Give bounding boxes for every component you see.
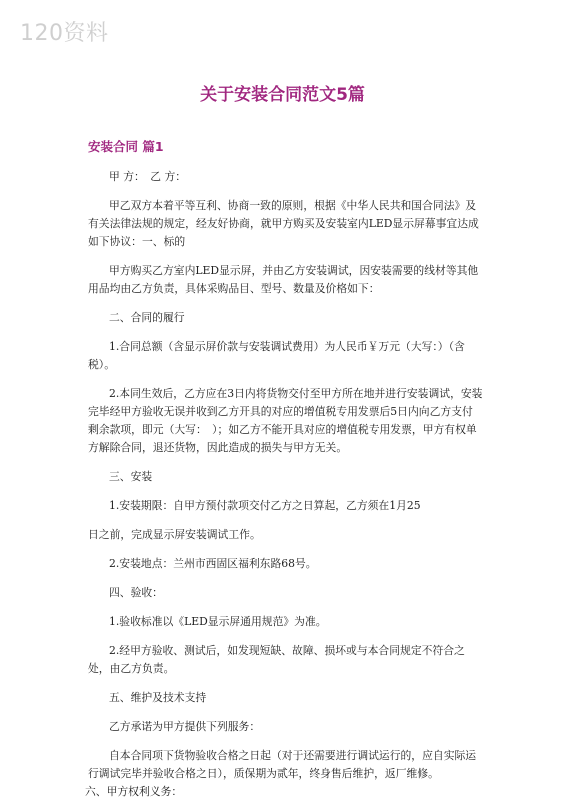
heading-maintenance: 五、维护及技术支持 <box>109 691 207 704</box>
paragraph-payment: 2.本同生效后，乙方应在3日内将货物交付至甲方所在地并进行安装调试，安装完毕经甲方验收无误并收到乙方开具的对应的增值税专用发票后5日内向乙方支付剩余款项，即元（大写： ）；如乙方不能开具对应的增值税专用发票，甲方有权单方解除合同，退还货物，因此造成的损失与甲方无关。 <box>88 387 483 454</box>
paragraph-subject: 甲方购买乙方室内LED显示屏，并由乙方安装调试，因安装需要的线材等其他用品均由乙方负责，具体采购品目、型号、数量及价格如下： <box>88 264 479 295</box>
paragraph-install-period: 1.安装期限：自甲方预付款项交付乙方之日算起，乙方须在1月25 <box>109 499 421 512</box>
heading-performance: 二、合同的履行 <box>109 311 185 324</box>
document-body <box>85 168 483 812</box>
paragraph-install-period-cont: 日之前，完成显示屏安装调试工作。 <box>88 528 261 541</box>
paragraph-acceptance-standard: 1.验收标准以《LED显示屏通用规范》为准。 <box>109 615 327 628</box>
paragraph-acceptance-test: 2.经甲方验收、测试后，如发现短缺、故障、损坏或与本合同规定不符合之处，由乙方负责。 <box>88 644 465 675</box>
document-title: 关于安装合同范文5篇 <box>200 85 365 105</box>
paragraph-warranty: 自本合同项下货物验收合格之日起（对于还需要进行调试运行的，应自实际运行调试完毕并验收合格之日），质保期为贰年，终身售后维护，返厂维修。 <box>88 749 477 780</box>
heading-installation: 三、安装 <box>109 470 153 483</box>
paragraph-parties: 甲 方： 乙 方： <box>109 170 187 183</box>
watermark-logo: 120资料 <box>20 21 109 46</box>
paragraph-service-commitment: 乙方承诺为甲方提供下列服务： <box>109 720 261 733</box>
paragraph-total-amount: 1.合同总额（含显示屏价款与安装调试费用）为人民币￥万元（大写：）（含税）。 <box>88 340 465 371</box>
heading-acceptance: 四、验收： <box>109 586 163 599</box>
section-heading: 安装合同 篇1 <box>88 139 164 154</box>
paragraph-install-location: 2.安装地点：兰州市西固区福利东路68号。 <box>109 557 317 570</box>
paragraph-preamble: 甲乙双方本着平等互利、协商一致的原则，根据《中华人民共和国合同法》及有关法律法规的规定，经友好协商，就甲方购买及安装室内LED显示屏幕事宜达成如下协议：一、标的 <box>88 199 479 248</box>
heading-party-a-rights: 六、甲方权利义务： <box>85 785 183 798</box>
